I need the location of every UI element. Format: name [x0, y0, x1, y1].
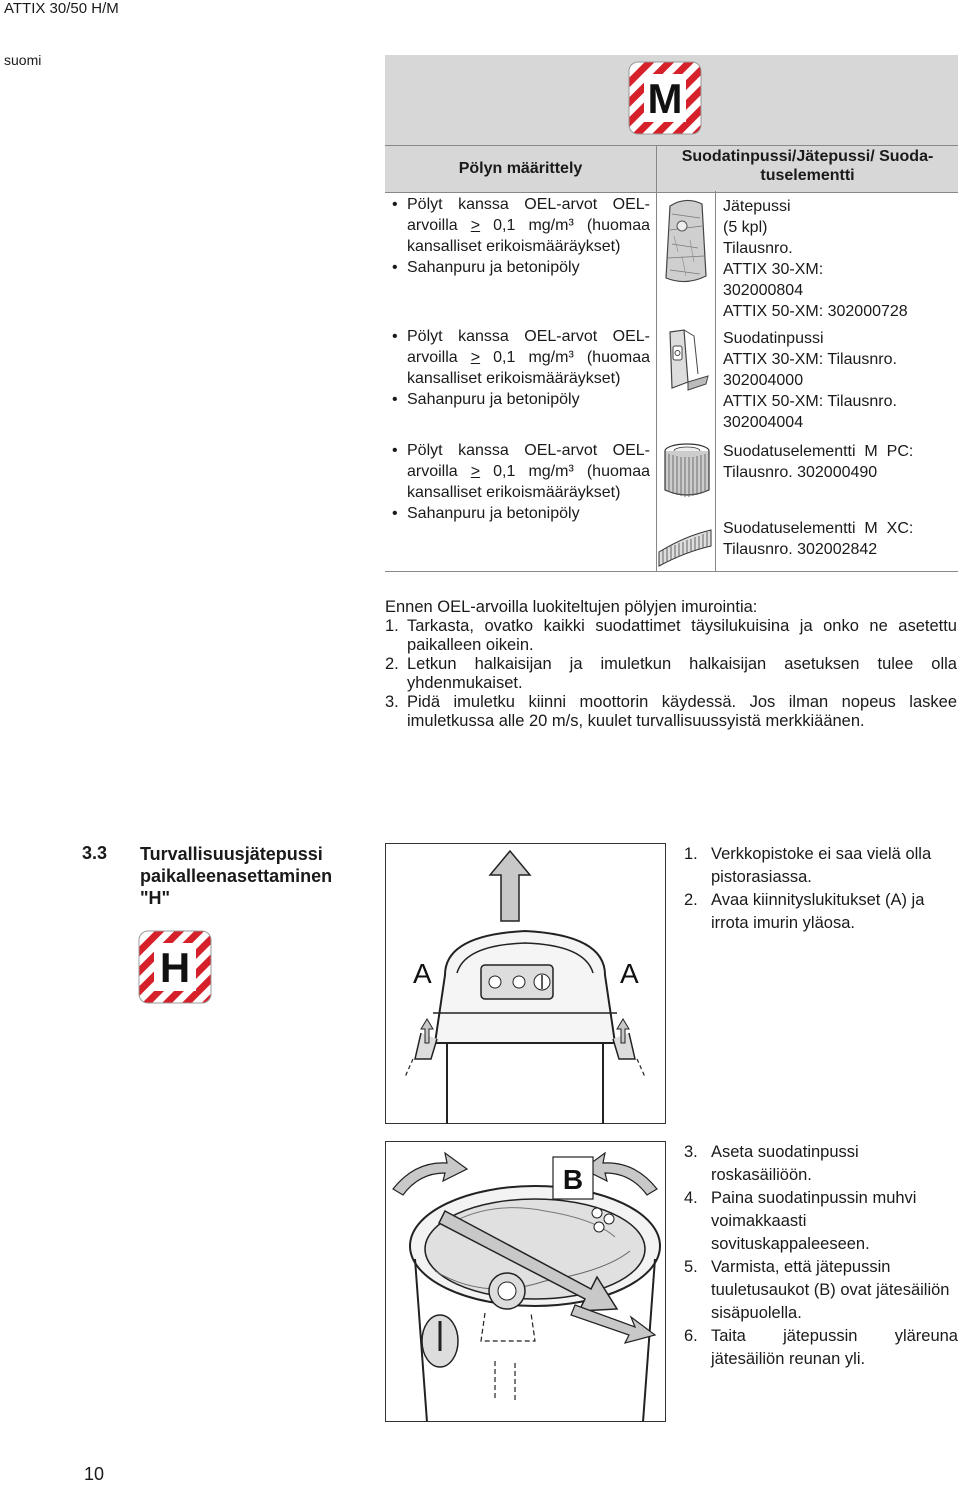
- section-number: 3.3: [82, 843, 108, 863]
- note-item: 3. Pidä imuletku kiinni moottorin käydessä. Jos ilman nopeus laskee imuletkussa alle 20 m/s, kuulet turvallisuussyistä merkkiäänen.: [385, 693, 957, 730]
- figure1-label-a-left: A: [413, 958, 432, 989]
- table-image-divider: [715, 191, 716, 571]
- note-item: 2. Letkun halkaisijan ja imuletkun halkaisijan asetuksen tulee olla yhdenmukaiset.: [385, 655, 957, 692]
- section-title: Turvallisuusjätepussi paikalleenasettaminen "H": [140, 844, 333, 908]
- table-column-divider: [656, 145, 657, 571]
- filter-element-pc-image: [662, 442, 712, 500]
- oel-notes: [385, 598, 957, 731]
- dust-item: • Sahanpuru ja betonipöly: [392, 503, 650, 524]
- dust-item: • Pölyt kanssa OEL-arvot OEL-arvoilla > 0,1 mg/m³ (huomaa kansalliset erikoismääräykset): [392, 194, 650, 257]
- product-cell-row2: Suodatinpussi ATTIX 30-XM: Tilausnro. 302004000 ATTIX 50-XM: Tilausnro. 302004004: [723, 330, 897, 431]
- filter-bag-image: [664, 328, 712, 394]
- note-item: 1. Tarkasta, ovatko kaikki suodattimet täysilukuisina ja onko ne asetettu paikalleen oikein.: [385, 617, 957, 654]
- step-item: 5. Varmista, että jätepussin tuuletusaukot (B) ovat jätesäiliön sisäpuolella.: [684, 1258, 950, 1322]
- language-label: suomi: [4, 52, 42, 68]
- col-header-filter: [657, 147, 958, 185]
- step-item: 3. Aseta suodatinpussi roskasäiliöön.: [684, 1143, 859, 1184]
- steps-part1: [684, 843, 934, 935]
- figure-insert-bag: [385, 1141, 666, 1422]
- steps-part2: [684, 1141, 958, 1371]
- dust-cell-row3: [392, 440, 650, 524]
- h-badge-letter: H: [159, 944, 191, 991]
- document-model-title: ATTIX 30/50 H/M: [4, 0, 119, 17]
- notes-intro: Ennen OEL-arvoilla luokiteltujen pölyjen imurointia:: [385, 598, 758, 616]
- m-class-badge-icon: [627, 60, 703, 136]
- m-badge-letter: M: [647, 75, 683, 122]
- figure2-label-b: B: [562, 1164, 584, 1195]
- h-class-badge-icon: [137, 929, 213, 1005]
- product-cell-row1: Jätepussi (5 kpl) Tilausnro. ATTIX 30-XM: 302000804 ATTIX 50-XM: 302000728: [723, 198, 908, 320]
- page-number: 10: [84, 1464, 105, 1484]
- dust-item: • Sahanpuru ja betonipöly: [392, 389, 650, 410]
- dust-cell-row1: [392, 194, 650, 278]
- filter-element-xc-image: [657, 522, 713, 568]
- step-item: 2. Avaa kiinnityslukitukset (A) ja irrota imurin yläosa.: [684, 891, 925, 932]
- step-item: 1. Verkkopistoke ei saa vielä olla pistorasiassa.: [684, 845, 932, 886]
- step-item: 6. Taita jätepussin yläreuna jätesäiliön reunan yli.: [684, 1327, 958, 1368]
- step-item: 4. Paina suodatinpussin muhvi voimakkaasti sovituskappaleeseen.: [684, 1189, 917, 1253]
- dust-item: • Pölyt kanssa OEL-arvot OEL-arvoilla > 0,1 mg/m³ (huomaa kansalliset erikoismääräykset): [392, 440, 650, 503]
- figure1-label-a-right: A: [620, 958, 639, 989]
- col-header-filter-line2: tuselementti: [760, 167, 855, 184]
- col-header-dust: [385, 145, 656, 191]
- col-header-filter-line1: Suodatinpussi/Jätepussi/ Suoda-: [681, 148, 934, 165]
- product-cell-row3b: Suodatuselementti M XC: Tilausnro. 302002842: [723, 520, 914, 558]
- dust-item: • Sahanpuru ja betonipöly: [392, 257, 650, 278]
- figure-remove-top: [385, 843, 666, 1124]
- dust-cell-row2: [392, 326, 650, 410]
- waste-bag-image: [660, 196, 712, 288]
- col-header-dust-text: Pölyn määrittely: [458, 159, 583, 177]
- product-cell-row3a: Suodatuselementti M PC: Tilausnro. 302000490: [723, 443, 914, 481]
- dust-item: • Pölyt kanssa OEL-arvot OEL-arvoilla > 0,1 mg/m³ (huomaa kansalliset erikoismääräykset): [392, 326, 650, 389]
